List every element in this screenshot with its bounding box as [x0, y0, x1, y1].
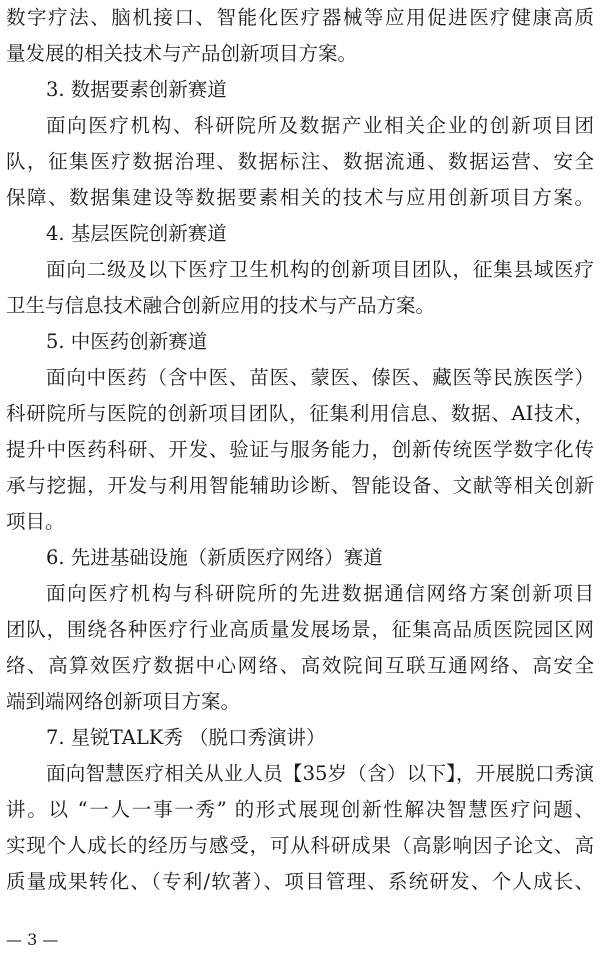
text-line: 保障、数据集建设等数据要素相关的技术与应用创新项目方案。 [6, 186, 594, 209]
text-line: 数字疗法、脑机接口、智能化医疗器械等应用促进医疗健康高质 [6, 6, 594, 29]
text-line: 承与挖掘，开发与利用智能辅助诊断、智能设备、文献等相关创新 [6, 474, 594, 497]
text-line: 队，征集医疗数据治理、数据标注、数据流通、数据运营、安全 [6, 150, 594, 173]
section-heading-7: 7. 星锐TALK秀 （脱口秀演讲） [46, 726, 326, 749]
text-line: 卫生与信息技术融合创新应用的技术与产品方案。 [6, 294, 436, 317]
text-line: 面向医疗机构与科研院所的先进数据通信网络方案创新项目 [46, 582, 594, 605]
text-line: 面向二级及以下医疗卫生机构的创新项目团队，征集县域医疗 [46, 258, 594, 281]
text-line: 端到端网络创新项目方案。 [6, 690, 241, 713]
text-line: 实现个人成长的经历与感受，可从科研成果（高影响因子论文、高 [6, 834, 594, 857]
text-line: 面向中医药（含中医、苗医、蒙医、傣医、藏医等民族医学） [46, 366, 594, 389]
text-line: 络、高算效医疗数据中心网络、高效院间互联互通网络、高安全 [6, 654, 594, 677]
text-line: 量发展的相关技术与产品创新项目方案。 [6, 42, 358, 65]
text-line: 科研院所与医院的创新项目团队，征集利用信息、数据、AI技术， [6, 402, 594, 425]
text-line: 提升中医药科研、开发、验证与服务能力，创新传统医学数字化传 [6, 438, 594, 461]
text-line: 面向智慧医疗相关从业人员【35岁（含）以下】，开展脱口秀演 [46, 762, 594, 785]
text-line: 讲。以 “一人一事一秀” 的形式展现创新性解决智慧医疗问题、 [6, 798, 594, 821]
text-line: 面向医疗机构、科研院所及数据产业相关企业的创新项目团 [46, 114, 594, 137]
section-heading-5: 5. 中医药创新赛道 [46, 330, 208, 353]
text-line: 质量成果转化、（专利/软著）、项目管理、系统研发、个人成长、 [6, 870, 594, 893]
section-heading-4: 4. 基层医院创新赛道 [46, 222, 227, 245]
section-heading-6: 6. 先进基础设施（新质医疗网络）赛道 [46, 546, 383, 569]
text-line: 项目。 [6, 510, 65, 533]
section-heading-3: 3. 数据要素创新赛道 [46, 78, 227, 101]
page-number: — 3 — [6, 930, 59, 949]
text-line: 团队，围绕各种医疗行业高质量发展场景，征集高品质医院园区网 [6, 618, 594, 641]
